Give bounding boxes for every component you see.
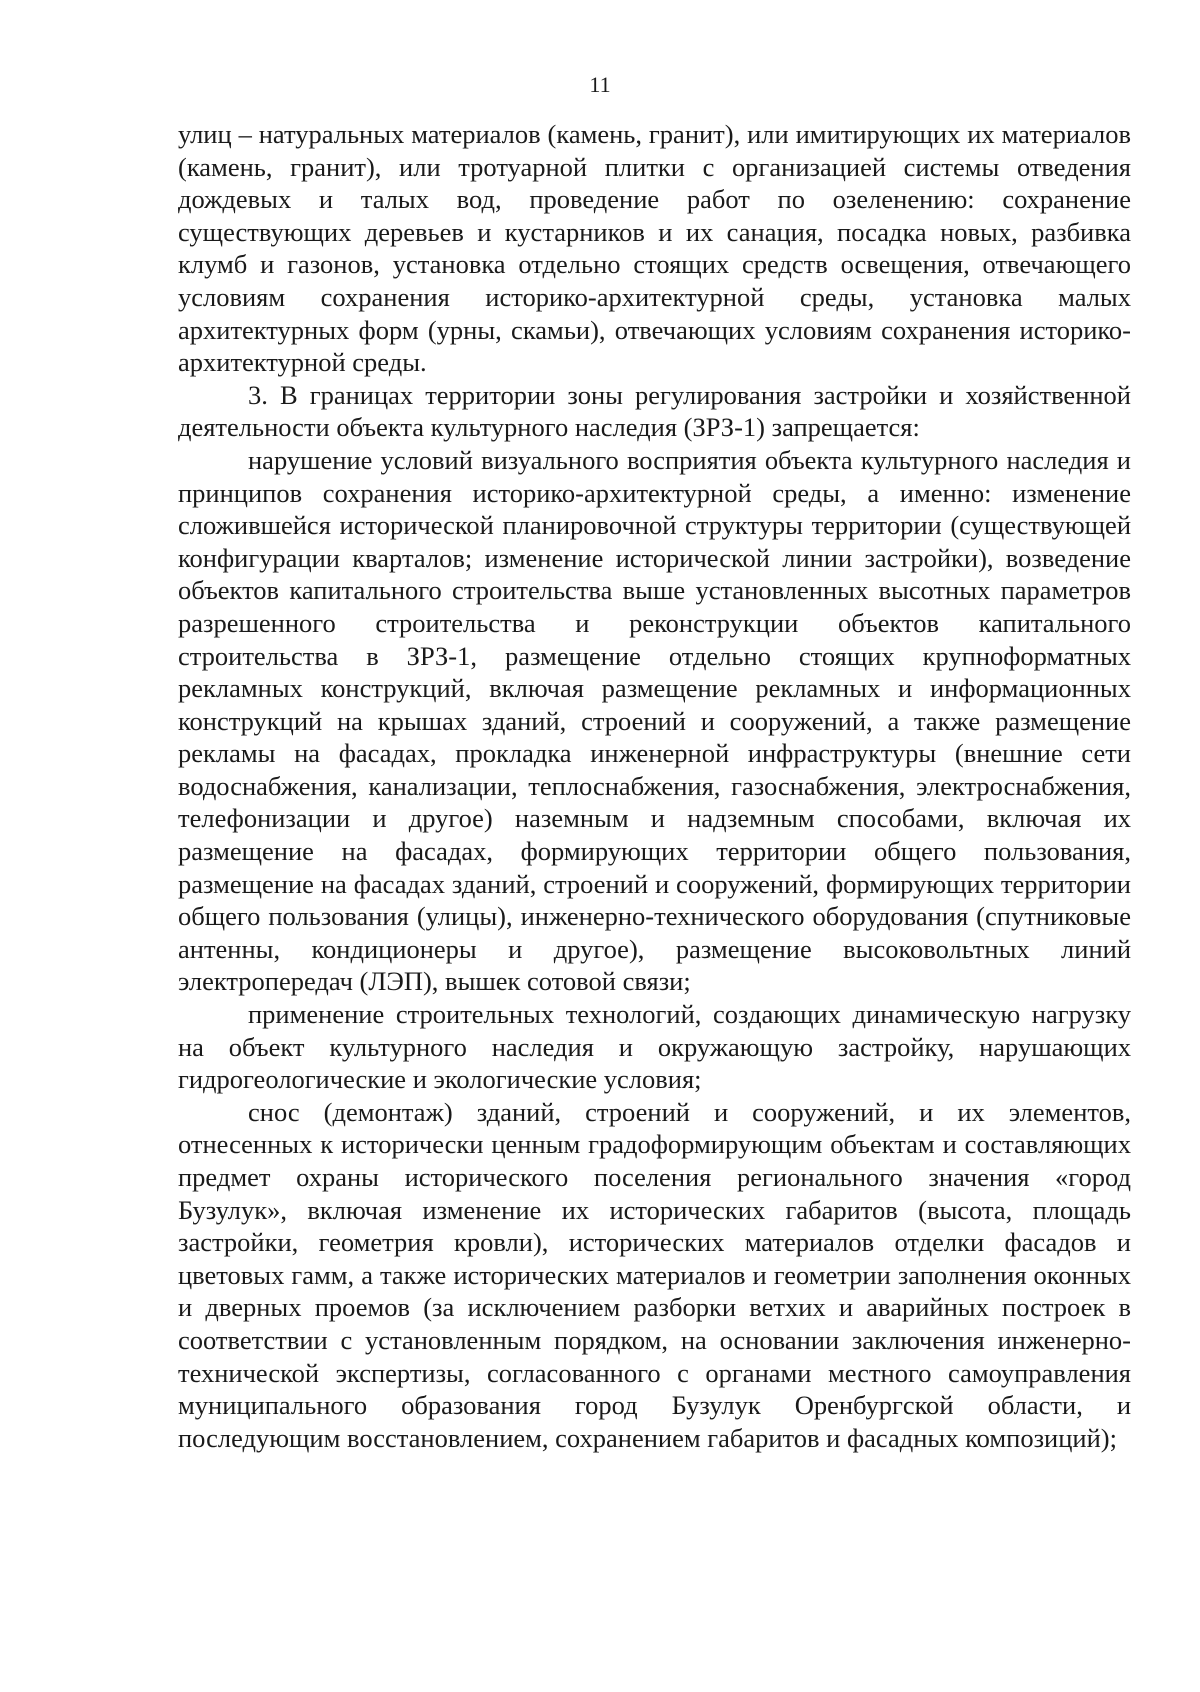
paragraph-visual-perception-violation: нарушение условий визуального восприятия объекта культурного наследия и принципов сохранения историко-архитектурной среды, а именно: изменение сложившейся исторической планировочной структуры территории (существующей конфигурации кварталов; изменение исторической линии застройки), возведение объектов капитального строительства выше установленных высотных параметров разрешенного строительства и реконструкции объектов капитального строительства в ЗРЗ-1, размещение отдельно стоящих крупноформатных рекламных конструкций, включая размещение рекламных и информационных конструкций на крышах зданий, строений и сооружений, а также размещение рекламы на фасадах, прокладка инженерной инфраструктуры (внешние сети водоснабжения, канализации, теплоснабжения, газоснабжения, электроснабжения, телефонизации и другое) наземным и надземным способами, включая их размещение на фасадах, формирующих территории общего пользования, размещение на фасадах зданий, строений и сооружений, формирующих территории общего пользования (улицы), инженерно-технического оборудования (спутниковые антенны, кондиционеры и другое), размещение высоковольтных линий электропередач (ЛЭП), вышек сотовой связи;: [178, 444, 1131, 997]
page-number: 11: [589, 72, 611, 97]
paragraph-demolition: снос (демонтаж) зданий, строений и сооружений, и их элементов, отнесенных к исторически ценным градоформирующим объектам и составляющих предмет охраны исторического поселения регионального значения «город Бузулук», включая изменение их исторических габаритов (высота, площадь застройки, геометрия кровли), исторических материалов отделки фасадов и цветовых гамм, а также исторических материалов и геометрии заполнения оконных и дверных проемов (за исключением разборки ветхих и аварийных построек в соответствии с установленным порядком, на основании заключения инженерно-технической экспертизы, согласованного с органами местного самоуправления муниципального образования город Бузулук Оренбургской области, и последующим восстановлением, сохранением габаритов и фасадных композиций);: [178, 1096, 1131, 1453]
paragraph-zrz1-prohibited-heading: 3. В границах территории зоны регулирования застройки и хозяйственной деятельности объекта культурного наследия (ЗРЗ-1) запрещается:: [178, 379, 1131, 443]
document-body: [178, 118, 1131, 1454]
paragraph-street-materials: улиц – натуральных материалов (камень, гранит), или имитирующих их материалов (камень, гранит), или тротуарной плитки с организацией системы отведения дождевых и талых вод, проведение работ по озеленению: сохранение существующих деревьев и кустарников и их санация, посадка новых, разбивка клумб и газонов, установка отдельно стоящих средств освещения, отвечающего условиям сохранения историко-архитектурной среды, установка малых архитектурных форм (урны, скамьи), отвечающих условиям сохранения историко-архитектурной среды.: [178, 119, 1131, 378]
paragraph-construction-technologies: применение строительных технологий, создающих динамическую нагрузку на объект культурного наследия и окружающую застройку, нарушающих гидрогеологические и экологические условия;: [178, 999, 1131, 1095]
